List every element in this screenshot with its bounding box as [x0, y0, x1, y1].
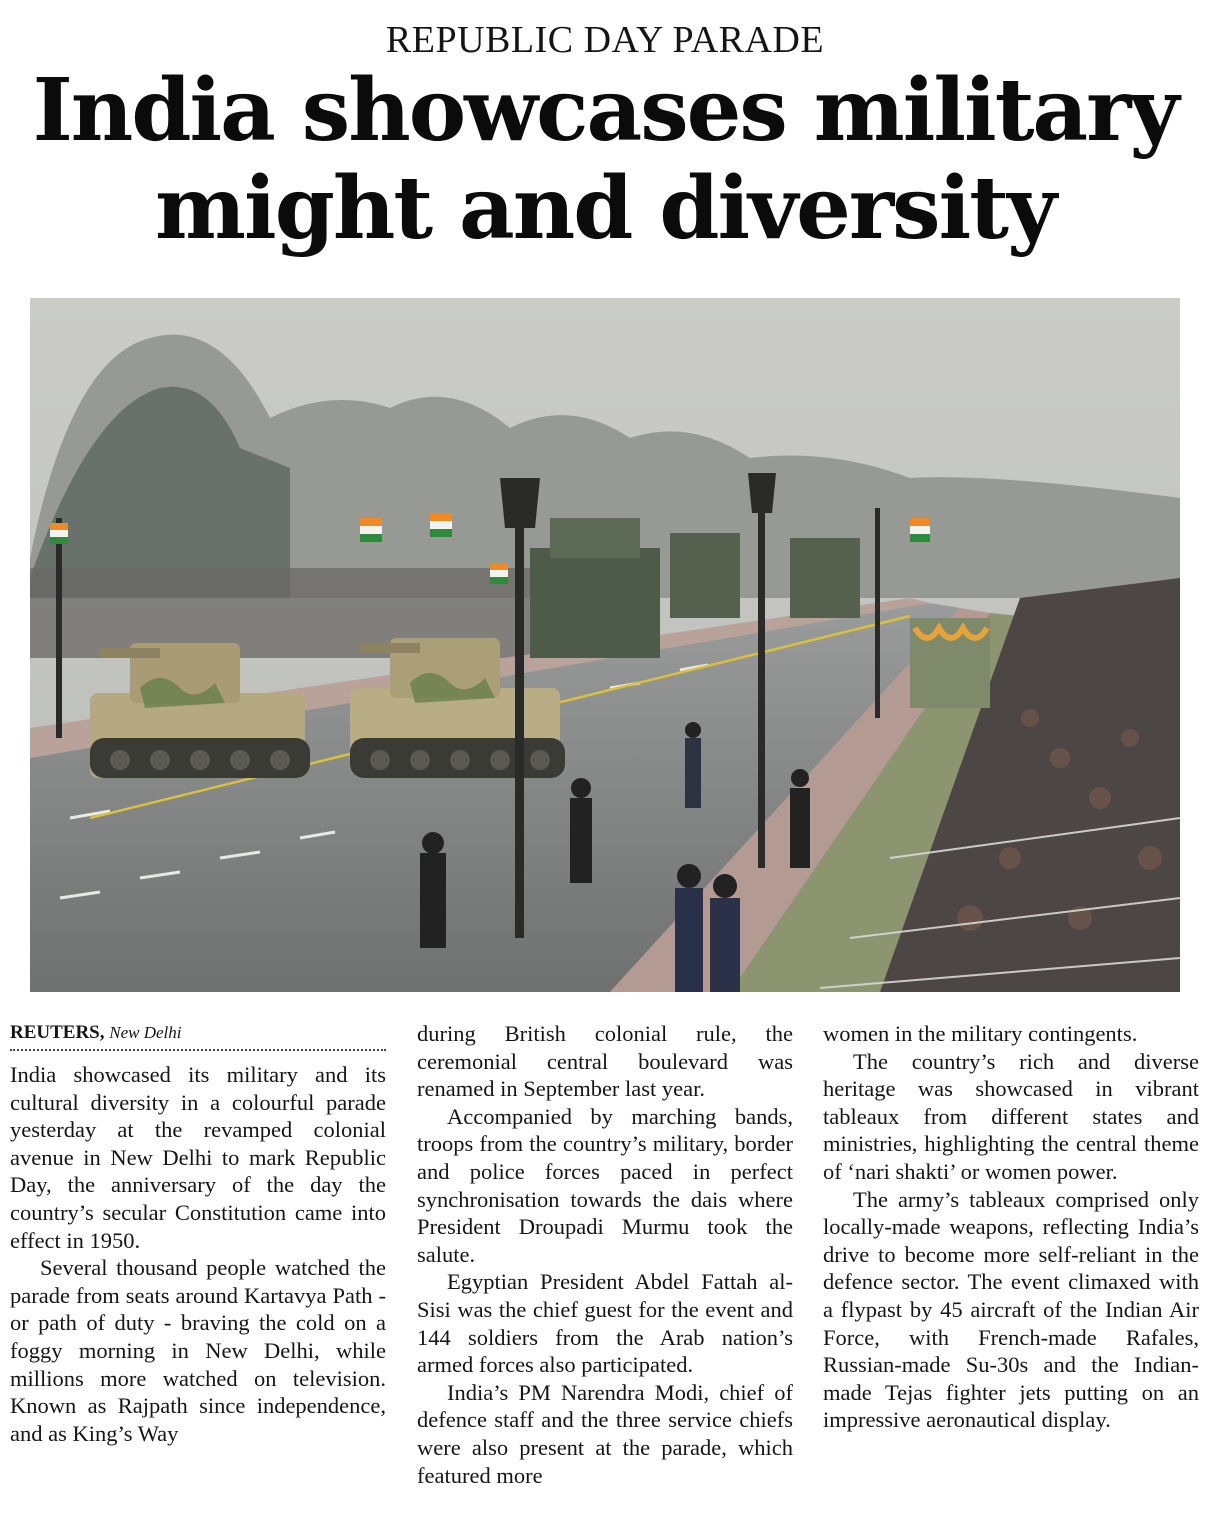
article-column-1: [10, 1020, 386, 1447]
article-column-3: [823, 1020, 1199, 1434]
paragraph: during British colonial rule, the ceremonial central boulevard was renamed in September last year.: [417, 1021, 793, 1102]
byline-agency: REUTERS,: [10, 1022, 105, 1043]
byline: [10, 1020, 386, 1046]
paragraph: The country’s rich and diverse heritage was showcased in vibrant tableaux from different states and ministries, highlighting the central theme of ‘nari shakti’ or women power.: [823, 1048, 1199, 1184]
paragraph: India’s PM Narendra Modi, chief of defence staff and the three service chiefs were also present at the parade, which featured more: [417, 1379, 793, 1488]
paragraph: Several thousand people watched the parade from seats around Kartavya Path - or path of duty - braving the cold on a foggy morning in New Delhi, while millions more watched on television. Known as Rajpath since independence, and as King’s Way: [10, 1255, 386, 1446]
parade-photo: [30, 298, 1180, 992]
headline: [0, 62, 1210, 258]
paragraph: The army’s tableaux comprised only locally-made weapons, reflecting India’s drive to become more self-reliant in the defence sector. The event climaxed with a flypast by 45 aircraft of the Indian Air Force, with French-made Rafales, Russian-made Su-30s and the Indian-made Tejas fighter jets putting on an impressive aeronautical display.: [823, 1186, 1199, 1433]
byline-place: New Delhi: [109, 1023, 182, 1042]
section-kicker: REPUBLIC DAY PARADE: [385, 19, 825, 61]
headline-line-2: might and diversity: [155, 158, 1055, 259]
paragraph: Egyptian President Abdel Fattah al-Sisi was the chief guest for the event and 144 soldiers from the Arab nation’s armed forces also participated.: [417, 1269, 793, 1378]
article-column-2: [417, 1020, 793, 1489]
paragraph: India showcased its military and its cultural diversity in a colourful parade yesterday at the revamped colonial avenue in New Delhi to mark Republic Day, the anniversary of the day the country’s secular Constitution came into effect in 1950.: [10, 1062, 386, 1253]
byline-divider: [10, 1049, 386, 1051]
headline-line-1: India showcases military: [32, 60, 1178, 161]
paragraph: Accompanied by marching bands, troops from the country’s military, border and police forces paced in perfect synchronisation towards the dais where President Droupadi Murmu took the salute.: [417, 1103, 793, 1267]
paragraph: women in the military contingents.: [823, 1021, 1138, 1046]
